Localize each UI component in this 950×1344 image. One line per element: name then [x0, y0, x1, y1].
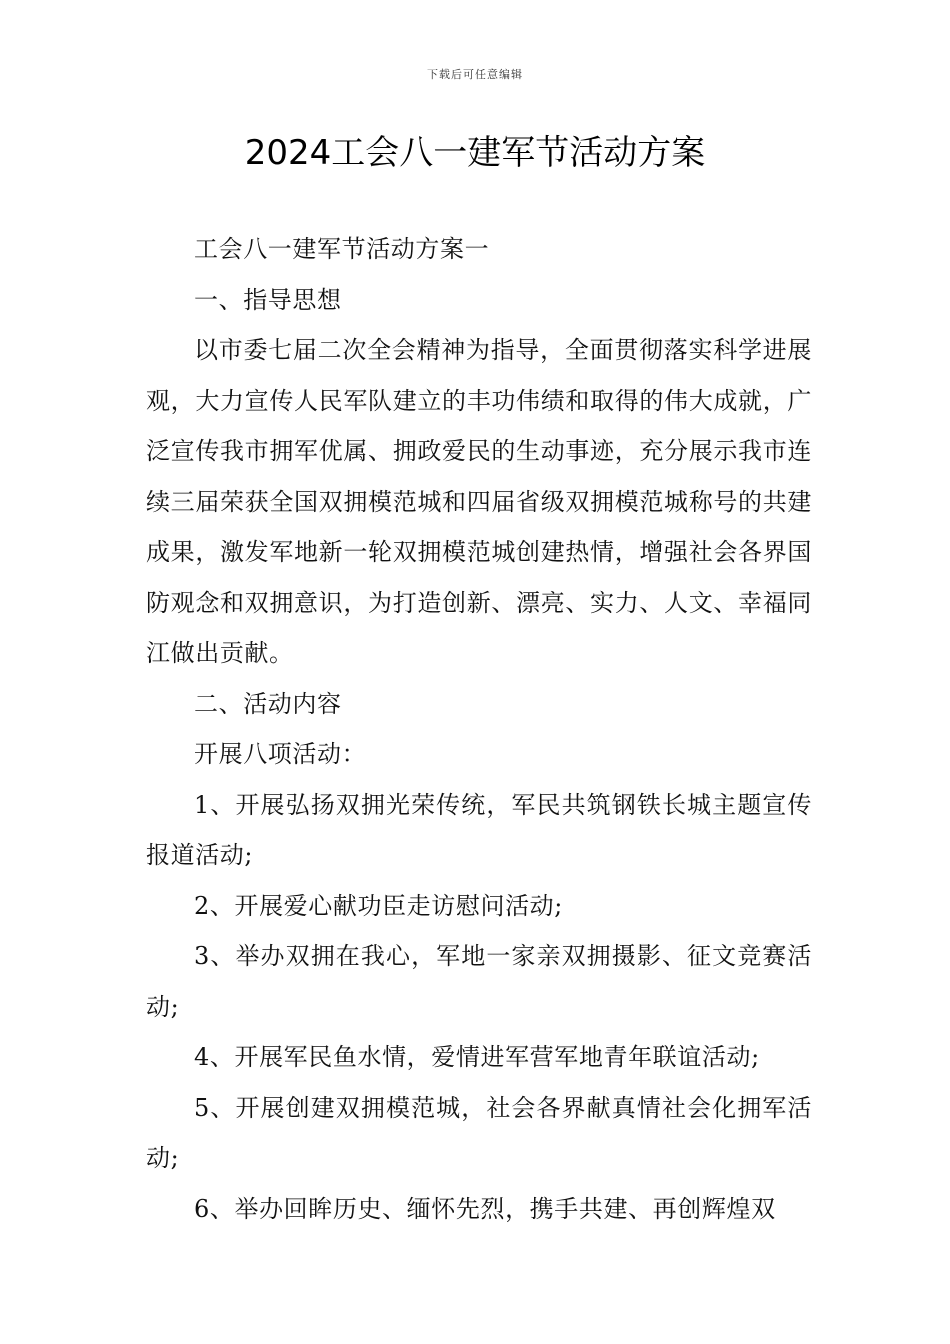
document-title: 2024工会八一建军节活动方案: [244, 133, 706, 173]
list-item: 2、开展爱心献功臣走访慰问活动;: [194, 891, 563, 920]
subtitle-paragraph: 工会八一建军节活动方案一: [194, 235, 490, 263]
list-item: 1、开展弘扬双拥光荣传统，军民共筑钢铁长城主题宣传报道活动;: [146, 790, 812, 869]
list-item: 4、开展军民鱼水情，爱情进军营军地青年联谊活动;: [194, 1043, 760, 1071]
document-body: [146, 224, 812, 1234]
section-heading-guiding-thought: 一、指导思想: [194, 285, 342, 314]
body-paragraph: 以市委七届二次全会精神为指导，全面贯彻落实科学进展观，大力宣传人民军队建立的丰功伟绩和取得的伟大成就，广泛宣传我市拥军优属、拥政爱民的生动事迹，充分展示我市连续三届荣获全国双拥模范城和四届省级双拥模范城称号的共建成果，激发军地新一轮双拥模范城创建热情，增强社会各界国防观念和双拥意识，为打造创新、漂亮、实力、人文、幸福同江做出贡献。: [146, 336, 812, 667]
list-item: 3、举办双拥在我心，军地一家亲双拥摄影、征文竞赛活动;: [146, 942, 812, 1021]
section-heading-activity-content: 二、活动内容: [194, 689, 342, 718]
header-note: 下载后可任意编辑: [427, 68, 523, 81]
body-paragraph: 开展八项活动：: [194, 740, 367, 768]
list-item: 6、举办回眸历史、缅怀先烈，携手共建、再创辉煌双: [194, 1194, 776, 1223]
list-item: 5、开展创建双拥模范城，社会各界献真情社会化拥军活动;: [146, 1093, 812, 1172]
